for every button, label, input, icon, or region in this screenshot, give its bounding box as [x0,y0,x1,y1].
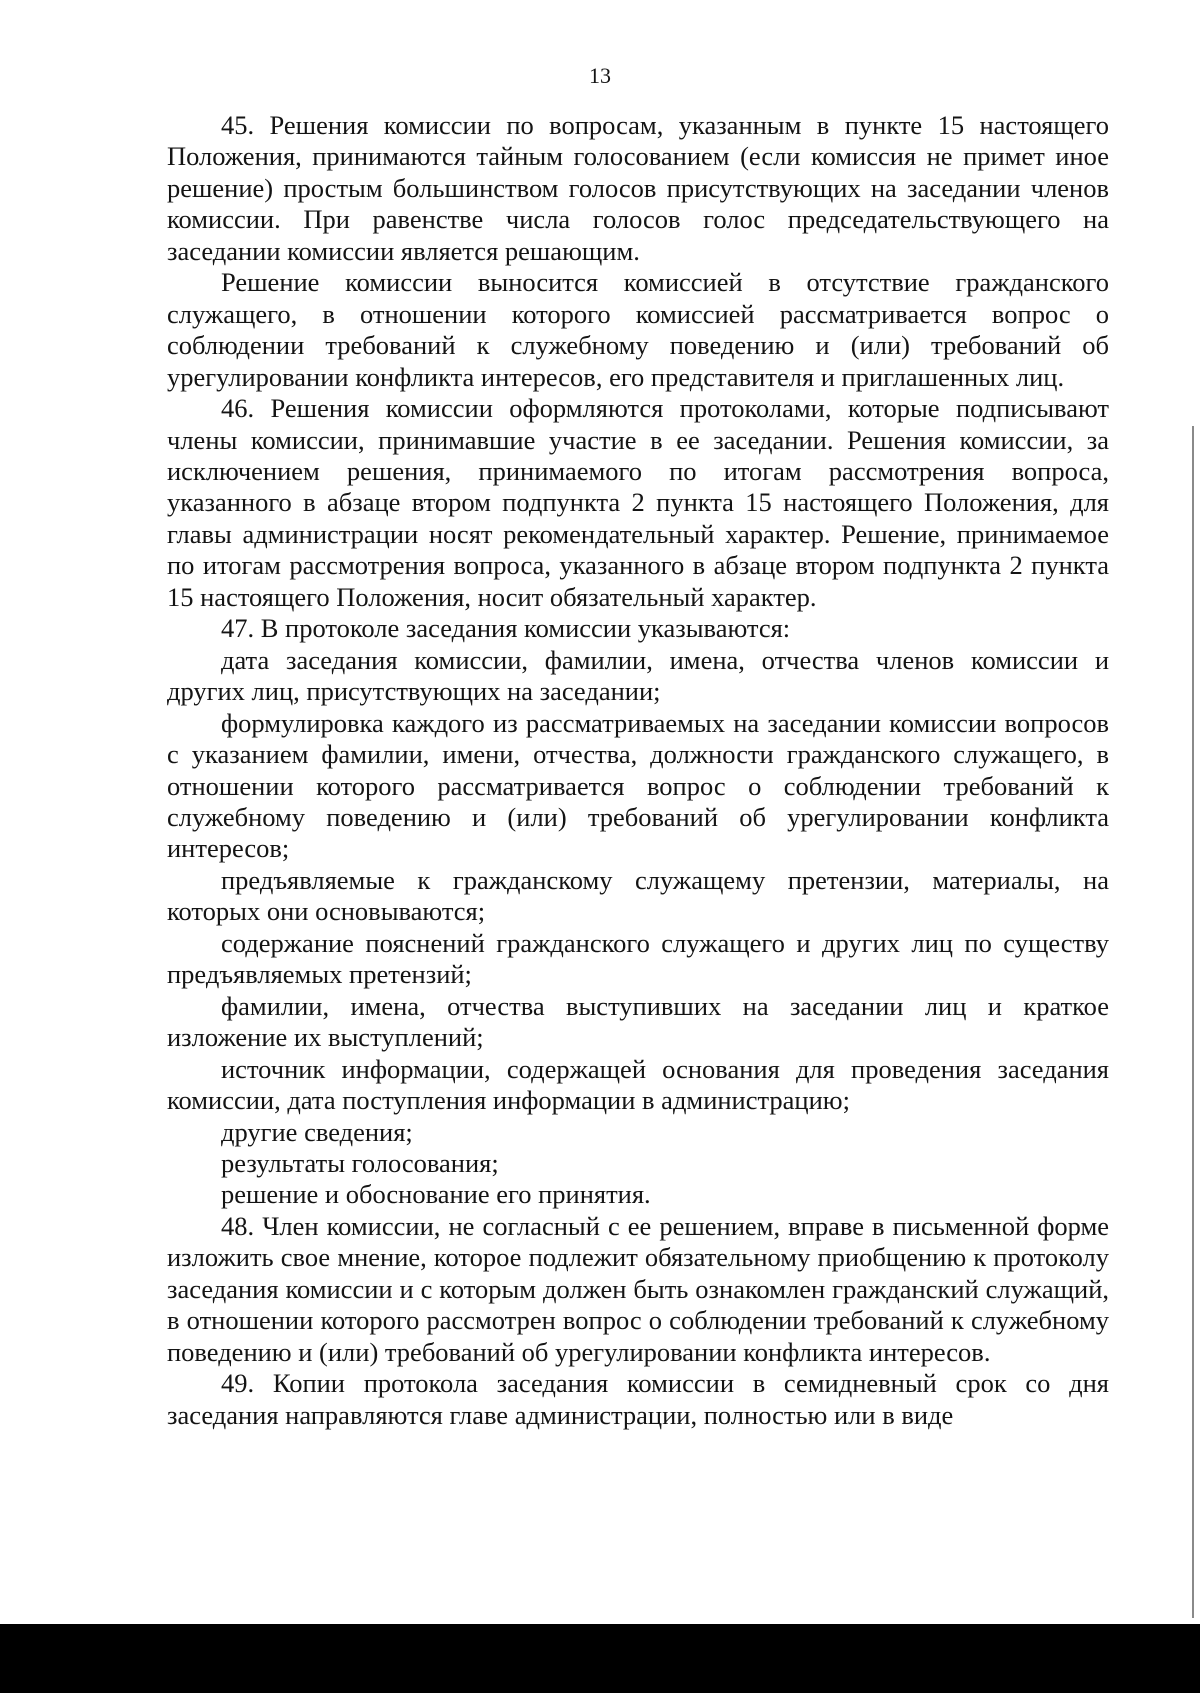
list-item-decision-reasoning: решение и обоснование его принятия. [221,1179,651,1210]
paragraph-45-decision-absence: Решение комиссии выносится комиссией в отсутствие гражданского служащего, в отношении которого комиссией рассматривается вопрос о соблюдении требований к служебному поведению и (или) требований об урегулировании конфликта интересов, его представителя и приглашенных лиц. [167,267,1109,392]
list-item-information-source: источник информации, содержащей основания для проведения заседания комиссии, дата поступления информации в администрацию; [167,1053,1109,1116]
scan-edge-line [1192,426,1194,1618]
paragraph-46: 46. Решения комиссии оформляются протоколами, которые подписывают члены комиссии, принимавшие участие в ее заседании. Решения комиссии, за исключением решения, принимаемого по итогам рассмотрения вопроса, указанного в абзаце втором подпункта 2 пункта 15 настоящего Положения, для главы администрации носят рекомендательный характер. Решение, принимаемое по итогам рассмотрения вопроса, указанного в абзаце втором подпункта 2 пункта 15 настоящего Положения, носит обязательный характер. [167,393,1109,612]
page-number: 13 [589,63,611,88]
document-body [167,110,1109,1431]
list-item-claims: предъявляемые к гражданскому служащему претензии, материалы, на которых они основываются; [167,864,1109,927]
list-item-speakers: фамилии, имена, отчества выступивших на заседании лиц и краткое изложение их выступлений; [167,990,1109,1053]
list-item-meeting-date: дата заседания комиссии, фамилии, имена, отчества членов комиссии и других лиц, присутствующих на заседании; [167,644,1109,707]
list-item-other-info: другие сведения; [221,1116,413,1147]
paragraph-45: 45. Решения комиссии по вопросам, указанным в пункте 15 настоящего Положения, принимаются тайным голосованием (если комиссия не примет иное решение) простым большинством голосов присутствующих на заседании членов комиссии. При равенстве числа голосов голос председательствующего на заседании комиссии является решающим. [167,110,1109,266]
scan-bottom-border [0,1624,1200,1693]
list-item-explanations: содержание пояснений гражданского служащего и других лиц по существу предъявляемых претензий; [167,927,1109,990]
paragraph-49: 49. Копии протокола заседания комиссии в семидневный срок со дня заседания направляются главе администрации, полностью или в виде [167,1368,1109,1430]
paragraph-47: 47. В протоколе заседания комиссии указываются: [221,613,791,644]
list-item-question-wording: формулировка каждого из рассматриваемых на заседании комиссии вопросов с указанием фамилии, имени, отчества, должности гражданского служащего, в отношении которого рассматривается вопрос о соблюдении требований к служебному поведению и (или) требований об урегулировании конфликта интересов; [167,707,1109,864]
paragraph-48: 48. Член комиссии, не согласный с ее решением, вправе в письменной форме изложить свое мнение, которое подлежит обязательному приобщению к протоколу заседания комиссии и с которым должен быть ознакомлен гражданский служащий, в отношении которого рассмотрен вопрос о соблюдении требований к служебному поведению и (или) требований об урегулировании конфликта интересов. [167,1210,1109,1367]
list-item-voting-results: результаты голосования; [221,1147,499,1178]
